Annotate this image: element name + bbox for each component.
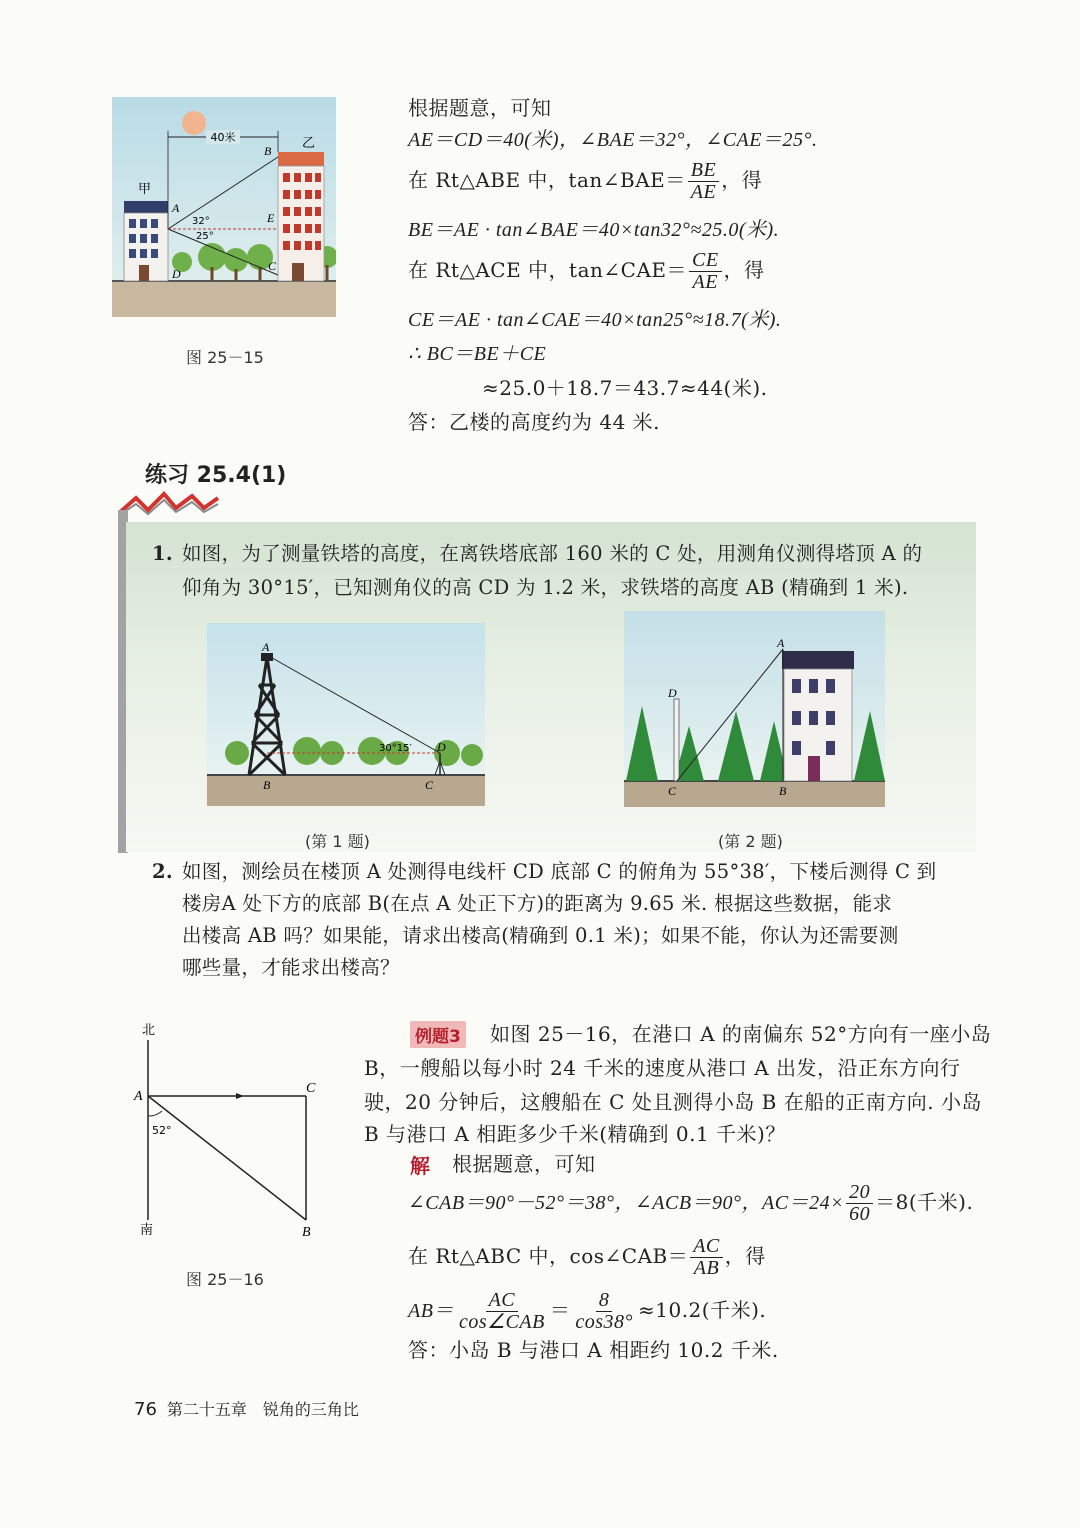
q2-line2: 楼房A 处下方的底部 B(在点 A 处正下方)的距离为 9.65 米. 根据这些数据，能求: [182, 892, 893, 915]
sol1-line2: AE＝CD＝40(米)，∠BAE＝32°，∠CAE＝25°.: [408, 129, 818, 151]
figure-q2-building: [624, 611, 885, 807]
fraction: [572, 1290, 636, 1333]
fig15-label-d: D: [172, 267, 181, 281]
fig16-label-a: A: [134, 1089, 143, 1104]
fig16-label-b: B: [302, 1225, 311, 1240]
fraction: [688, 160, 719, 203]
q2-figure-caption: (第 2 题): [718, 832, 783, 851]
denominator: AB: [693, 1257, 720, 1279]
numerator: AC: [690, 1236, 723, 1258]
q1-label-d: D: [437, 740, 446, 754]
page-footer: [134, 1397, 359, 1420]
figure-25-15: [112, 97, 336, 317]
fig15-label-c: C: [268, 259, 277, 273]
numerator: BE: [688, 160, 719, 182]
sol1-line3: [408, 160, 762, 203]
q2-label-c: C: [668, 784, 677, 798]
denominator: cos38°: [575, 1311, 633, 1333]
example-badge: 例题3: [410, 1021, 466, 1048]
q1-line2: 仰角为 30°15′，已知测角仪的高 CD 为 1.2 米，求铁塔的高度 AB (精确到 1 米).: [182, 576, 909, 599]
sol1-line6: CE＝AE · tan∠CAE＝40×tan25°≈18.7(米).: [408, 309, 782, 331]
ex3-sol-line4-eq: ＝: [549, 1298, 571, 1322]
q2-label-d: D: [668, 686, 677, 700]
denominator: cos∠CAB: [458, 1311, 545, 1333]
sol1-line5: [408, 250, 765, 293]
q2-line4: 哪些量，才能求出楼高？: [182, 956, 400, 979]
solution-label: 解: [410, 1154, 430, 1178]
q2-line1: 如图，测绘员在楼顶 A 处测得电线杆 CD 底部 C 的俯角为 55°38′，下楼后测得 C 到: [182, 860, 937, 883]
fig16-south: 南: [140, 1223, 154, 1238]
sol1-line7: ∴ BC＝BE＋CE: [408, 343, 547, 365]
sun-icon: [182, 111, 206, 135]
fig15-angle-32: 32°: [192, 216, 210, 227]
denominator: 60: [849, 1203, 871, 1225]
ex3-sol-line2-suffix: ＝8(千米).: [875, 1190, 974, 1214]
q2-label-a: A: [777, 636, 785, 650]
ex3-sol-line4: [408, 1290, 766, 1333]
q2-label-b: B: [779, 784, 787, 798]
exercise-heading: 练习 25.4(1): [145, 463, 287, 488]
fig15-label-a: A: [172, 201, 180, 215]
ex3-sol-line4-prefix: AB＝: [408, 1300, 454, 1322]
q1-figure-caption: (第 1 题): [305, 832, 370, 851]
sol1-line5-suffix: ，得: [723, 258, 765, 282]
fig15-caption: 图 25－15: [186, 348, 264, 367]
fraction: [690, 1236, 723, 1279]
q1-number: 1.: [152, 542, 173, 565]
numerator: 20: [846, 1182, 873, 1204]
fraction: [456, 1290, 548, 1333]
ex3-sol-line3: [408, 1236, 766, 1279]
q1-label-c: C: [425, 778, 434, 792]
fig15-dist-label: 40米: [210, 131, 236, 144]
sol1-line3-suffix: ，得: [721, 168, 763, 192]
numerator: AC: [486, 1290, 519, 1312]
fig15-label-e: E: [267, 211, 275, 225]
ex3-sol-line3-text: 在 Rt△ABC 中，cos∠CAB＝: [408, 1244, 689, 1268]
chapter-title: 第二十五章 锐角的三角比: [166, 1400, 359, 1419]
numerator: CE: [689, 250, 722, 272]
ex3-sol-line4-suffix: ≈10.2(千米).: [637, 1298, 767, 1322]
ex3-sol-line3-suffix: ，得: [724, 1244, 766, 1268]
fig15-angle-25: 25°: [196, 231, 214, 242]
ex3-line1: 如图 25－16，在港口 A 的南偏东 52°方向有一座小岛: [490, 1022, 992, 1046]
q1-label-b: B: [263, 778, 271, 792]
sol1-line1: 根据题意，可知: [408, 96, 552, 120]
denominator: AE: [690, 181, 717, 203]
q1-label-a: A: [262, 640, 270, 654]
q1-line1: 如图，为了测量铁塔的高度，在离铁塔底部 160 米的 C 处，用测角仪测得塔顶 A 的: [182, 542, 923, 565]
ex3-sol-line2: [408, 1182, 973, 1225]
ex3-line3: 驶，20 分钟后，这艘船在 C 处且测得小岛 B 在船的正南方向. 小岛: [364, 1090, 982, 1114]
ex3-sol-line2-text: ∠CAB＝90°－52°＝38°，∠ACB＝90°，AC＝24×: [408, 1192, 845, 1214]
fig15-label-b: B: [264, 144, 272, 158]
figure-q1-tower: [207, 623, 485, 806]
fig15-label-yi: 乙: [302, 136, 316, 151]
sol1-line5-text: 在 Rt△ACE 中，tan∠CAE＝: [408, 258, 687, 282]
fraction: [846, 1182, 873, 1225]
figure-25-16: [128, 1020, 328, 1245]
sol1-line4: BE＝AE · tan∠BAE＝40×tan32°≈25.0(米).: [408, 219, 780, 241]
fig16-north: 北: [142, 1023, 156, 1038]
page-number: 76: [134, 1399, 157, 1420]
ex3-line4: B 与港口 A 相距多少千米(精确到 0.1 千米)？: [364, 1122, 786, 1146]
q1-angle: 30°15′: [379, 743, 412, 754]
sol1-line3-text: 在 Rt△ABE 中，tan∠BAE＝: [408, 168, 686, 192]
denominator: AE: [692, 271, 718, 293]
q2-number: 2.: [152, 860, 173, 883]
q2-line3: 出楼高 AB 吗？如果能，请求出楼高(精确到 0.1 米)；如果不能，你认为还需要测: [182, 924, 899, 947]
fig16-caption: 图 25－16: [186, 1270, 264, 1289]
fig15-label-jia: 甲: [138, 182, 152, 197]
sol1-line8: ≈25.0＋18.7＝43.7≈44(米).: [482, 376, 768, 400]
zigzag-decoration-icon: [118, 490, 228, 516]
ex3-sol-line1: 根据题意，可知: [452, 1152, 596, 1176]
sol1-line9: 答：乙楼的高度约为 44 米.: [408, 410, 661, 434]
fraction: [689, 250, 722, 293]
ex3-line2: B，一艘船以每小时 24 千米的速度从港口 A 出发，沿正东方向行: [364, 1056, 961, 1080]
ex3-sol-line5: 答：小岛 B 与港口 A 相距约 10.2 千米.: [408, 1338, 779, 1362]
fig16-label-c: C: [306, 1081, 316, 1096]
numerator: 8: [596, 1290, 613, 1312]
fig16-angle: 52°: [152, 1124, 172, 1137]
